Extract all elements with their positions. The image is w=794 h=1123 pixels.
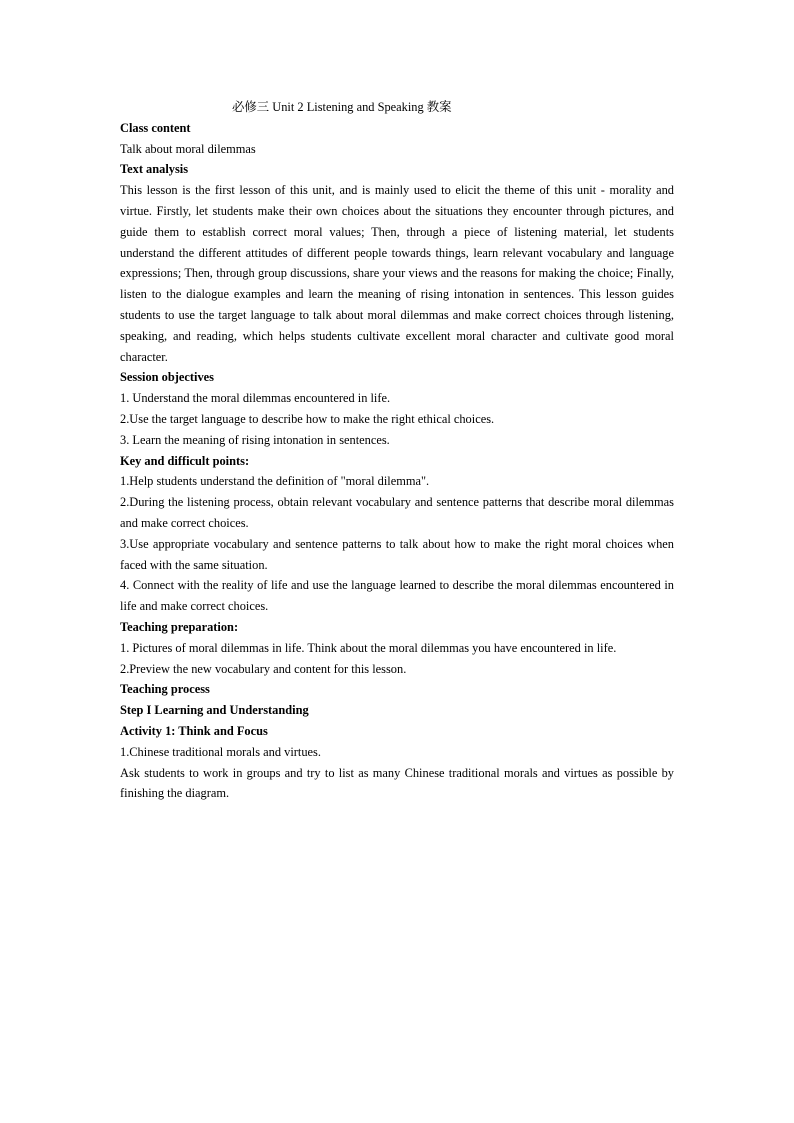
section-session-objectives xyxy=(120,367,674,450)
preparation-item: 2.Preview the new vocabulary and content for this lesson. xyxy=(120,661,407,676)
heading-teaching-process: Teaching process xyxy=(120,682,210,697)
heading-step-one: Step I Learning and Understanding xyxy=(120,703,309,718)
document-title: 必修三 Unit 2 Listening and Speaking 教案 xyxy=(232,100,452,114)
heading-class-content: Class content xyxy=(120,120,191,135)
key-point-item: 1.Help students understand the definition of "moral dilemma". xyxy=(120,474,430,489)
objective-item: 2.Use the target language to describe how to make the right ethical choices. xyxy=(120,411,495,426)
heading-key-points: Key and difficult points: xyxy=(120,453,250,468)
document-page xyxy=(120,97,674,804)
section-text-analysis xyxy=(120,159,674,367)
section-class-content xyxy=(120,118,674,160)
section-teaching-preparation xyxy=(120,617,674,679)
process-item: Ask students to work in groups and try to list as many Chinese traditional morals and virtues as possible by finishing the diagram. xyxy=(120,765,674,801)
process-item: 1.Chinese traditional morals and virtues. xyxy=(120,744,321,759)
key-point-item: 3.Use appropriate vocabulary and sentence patterns to talk about how to make the right moral choices when faced with the same situation. xyxy=(120,536,674,572)
key-point-item: 4. Connect with the reality of life and use the language learned to describe the moral dilemmas encountered in life and make correct choices. xyxy=(120,578,674,614)
heading-activity-one: Activity 1: Think and Focus xyxy=(120,723,268,738)
text-analysis-paragraph: This lesson is the first lesson of this unit, and is mainly used to elicit the theme of this unit - morality and virtue. Firstly, let students make their own choices about the situations they encounter through pictures, and guide them to establish correct moral values; Then, through a piece of listening material, let students understand the different attitudes of different people towards things, learn relevant vocabulary and language expressions; Then, through group discussions, share your views and the reasons for making the choice; Finally, listen to the dialogue examples and learn the meaning of rising intonation in sentences. This lesson guides students to use the target language to talk about moral dilemmas and make correct choices through listening, speaking, and reading, which helps students cultivate excellent moral character and cultivate good moral character. xyxy=(120,183,674,364)
section-key-points xyxy=(120,451,674,617)
key-point-item: 2.During the listening process, obtain relevant vocabulary and sentence patterns that describe moral dilemmas and make correct choices. xyxy=(120,495,674,530)
preparation-item: 1. Pictures of moral dilemmas in life. Think about the moral dilemmas you have encountered in life. xyxy=(120,640,617,655)
section-teaching-process xyxy=(120,679,674,804)
heading-teaching-preparation: Teaching preparation: xyxy=(120,619,239,634)
objective-item: 1. Understand the moral dilemmas encountered in life. xyxy=(120,391,391,406)
class-content-text: Talk about moral dilemmas xyxy=(120,141,256,156)
heading-text-analysis: Text analysis xyxy=(120,162,189,177)
heading-session-objectives: Session objectives xyxy=(120,370,214,385)
objective-item: 3. Learn the meaning of rising intonation in sentences. xyxy=(120,432,390,447)
